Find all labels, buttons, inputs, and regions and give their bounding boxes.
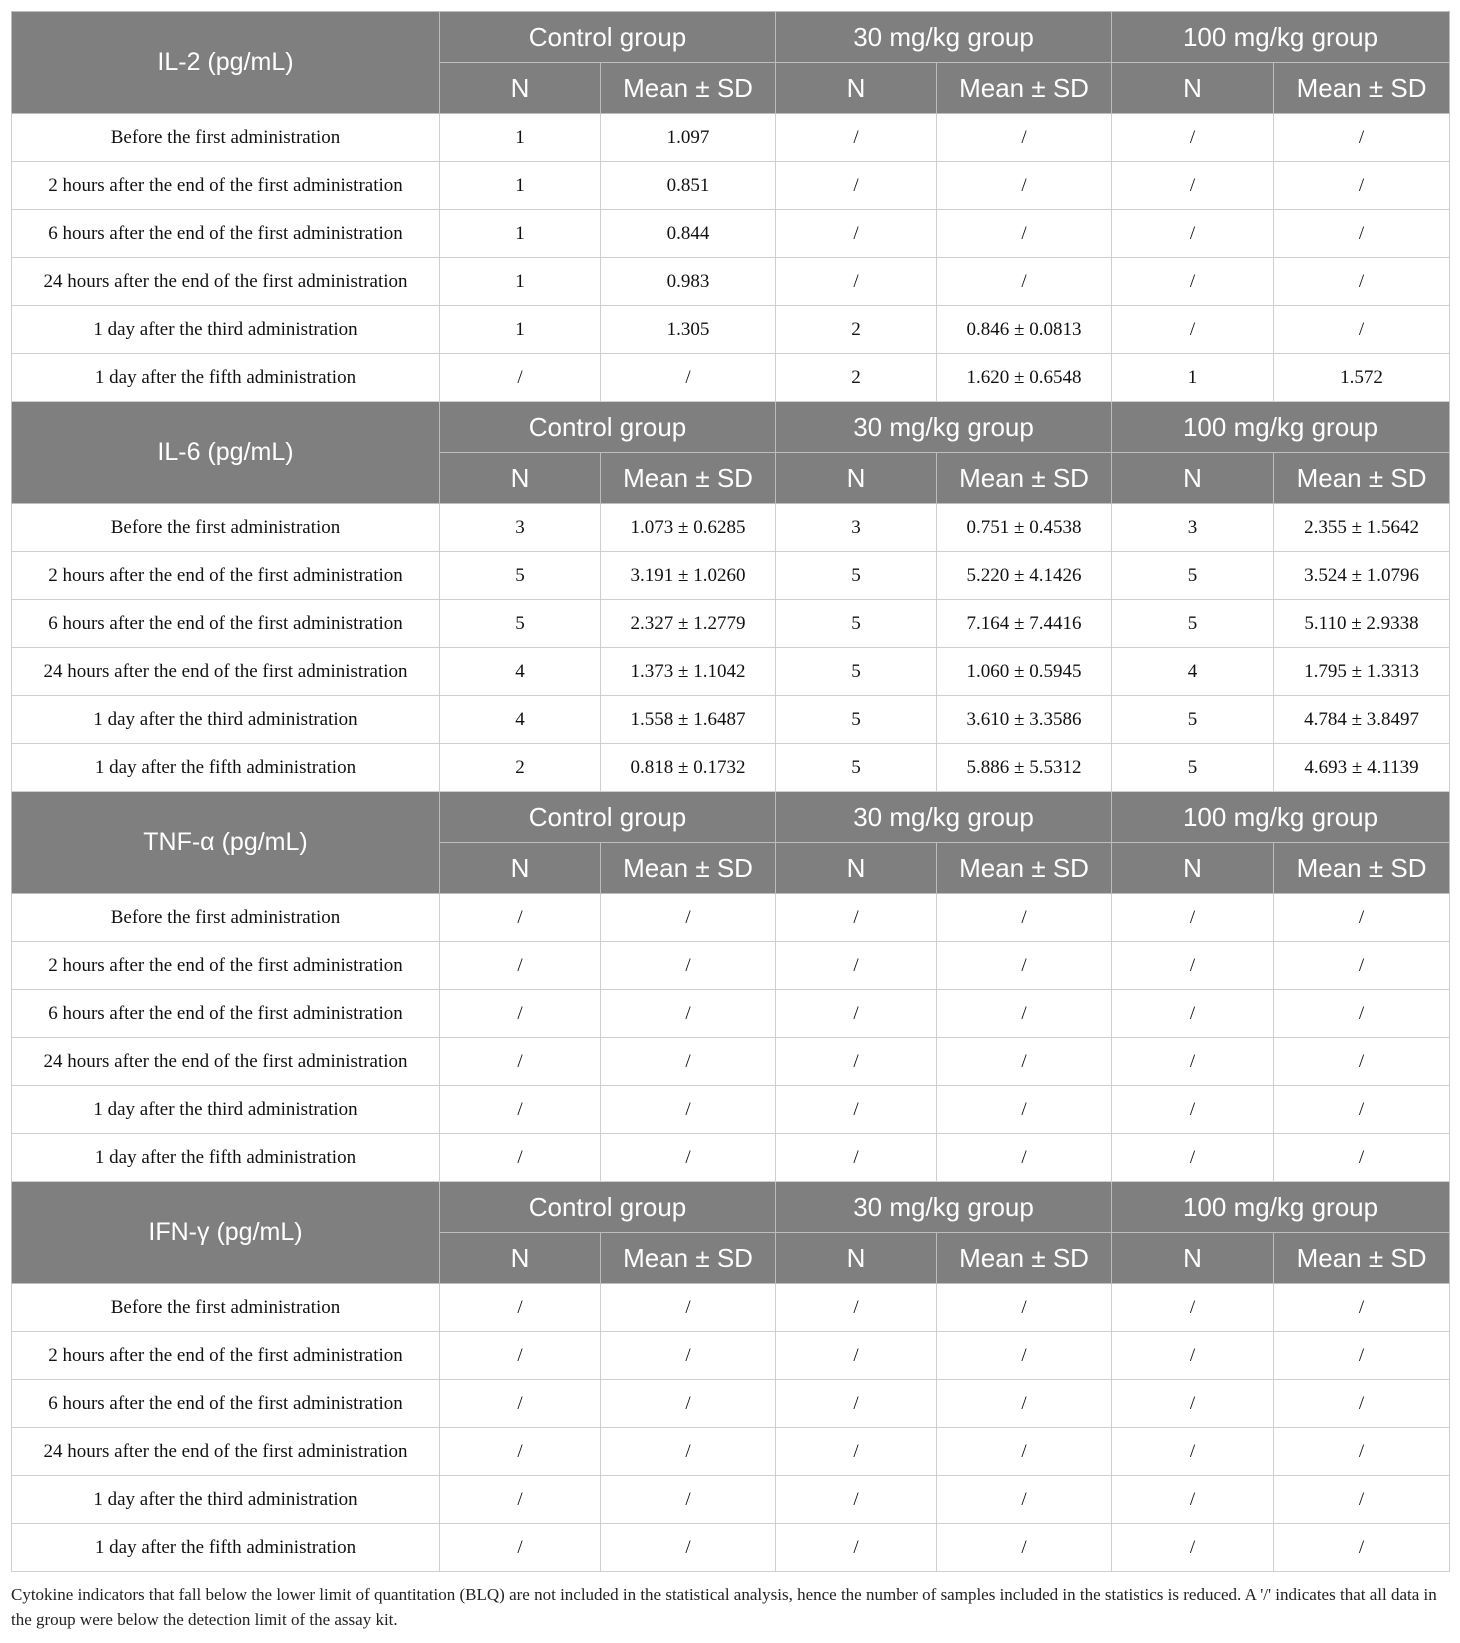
table-row [12, 648, 1450, 696]
mean-sd-cell: 1.305 [601, 306, 776, 354]
n-cell: / [1112, 162, 1274, 210]
table-row [12, 504, 1450, 552]
mean-sd-cell: / [937, 210, 1112, 258]
mean-sd-header: Mean ± SD [937, 453, 1112, 504]
mean-sd-cell: / [1274, 1476, 1450, 1524]
timepoint-label: Before the first administration [12, 504, 440, 552]
mean-sd-cell: 3.610 ± 3.3586 [937, 696, 1112, 744]
mean-sd-cell: 5.886 ± 5.5312 [937, 744, 1112, 792]
table-row [12, 990, 1450, 1038]
n-cell: 1 [440, 162, 601, 210]
n-cell: / [440, 1134, 601, 1182]
n-cell: / [1112, 1284, 1274, 1332]
n-header: N [440, 843, 601, 894]
mean-sd-cell: 1.097 [601, 114, 776, 162]
n-cell: / [776, 1524, 937, 1572]
n-cell: / [1112, 894, 1274, 942]
mean-sd-cell: 3.191 ± 1.0260 [601, 552, 776, 600]
n-cell: / [776, 162, 937, 210]
timepoint-label: 1 day after the third administration [12, 696, 440, 744]
mean-sd-cell: / [937, 1476, 1112, 1524]
n-cell: / [440, 894, 601, 942]
mean-sd-cell: / [1274, 1332, 1450, 1380]
mean-sd-cell: / [601, 1476, 776, 1524]
mean-sd-cell: / [937, 1332, 1112, 1380]
mean-sd-cell: / [601, 1086, 776, 1134]
timepoint-label: 24 hours after the end of the first administration [12, 648, 440, 696]
n-cell: / [1112, 114, 1274, 162]
mean-sd-cell: / [937, 1038, 1112, 1086]
n-cell: / [776, 942, 937, 990]
n-cell: 5 [776, 648, 937, 696]
mean-sd-cell: 4.693 ± 4.1139 [1274, 744, 1450, 792]
table-row [12, 1332, 1450, 1380]
table-row [12, 210, 1450, 258]
table-footnote: Cytokine indicators that fall below the lower limit of quantitation (BLQ) are not included in the statistical analysis, hence the number of samples included in the statistics is reduced. A '/' indicates that all data in the group were below the detection limit of the assay kit. [11, 1585, 1437, 1629]
n-cell: / [1112, 1428, 1274, 1476]
mean-sd-cell: 0.751 ± 0.4538 [937, 504, 1112, 552]
mean-sd-cell: / [601, 1428, 776, 1476]
n-cell: / [440, 354, 601, 402]
timepoint-label: 1 day after the third administration [12, 1086, 440, 1134]
section-header-row [12, 792, 1450, 843]
mean-sd-cell: 7.164 ± 7.4416 [937, 600, 1112, 648]
metric-title: IFN-γ (pg/mL) [12, 1182, 440, 1284]
mean-sd-cell: 1.795 ± 1.3313 [1274, 648, 1450, 696]
n-header: N [440, 63, 601, 114]
mean-sd-cell: 1.073 ± 0.6285 [601, 504, 776, 552]
mean-sd-cell: / [937, 258, 1112, 306]
group-header: 100 mg/kg group [1112, 12, 1450, 63]
mean-sd-cell: / [601, 894, 776, 942]
group-header: 30 mg/kg group [776, 402, 1112, 453]
n-cell: / [440, 1380, 601, 1428]
timepoint-label: Before the first administration [12, 1284, 440, 1332]
timepoint-label: 2 hours after the end of the first administration [12, 552, 440, 600]
n-cell: / [776, 894, 937, 942]
metric-title: TNF-α (pg/mL) [12, 792, 440, 894]
section-header-row [12, 12, 1450, 63]
n-cell: 1 [440, 210, 601, 258]
n-cell: / [440, 1332, 601, 1380]
n-cell: 3 [776, 504, 937, 552]
n-cell: 1 [440, 114, 601, 162]
section-header-row [12, 1182, 1450, 1233]
n-cell: 5 [1112, 552, 1274, 600]
mean-sd-cell: / [601, 990, 776, 1038]
n-cell: 5 [440, 552, 601, 600]
mean-sd-cell: 3.524 ± 1.0796 [1274, 552, 1450, 600]
mean-sd-cell: / [1274, 1038, 1450, 1086]
mean-sd-cell: / [1274, 1284, 1450, 1332]
n-cell: / [776, 1476, 937, 1524]
n-cell: 2 [440, 744, 601, 792]
n-cell: / [1112, 1380, 1274, 1428]
timepoint-label: 6 hours after the end of the first administration [12, 600, 440, 648]
mean-sd-cell: / [937, 1428, 1112, 1476]
n-cell: 1 [440, 258, 601, 306]
n-cell: / [1112, 1038, 1274, 1086]
cytokine-table [11, 11, 1450, 1572]
n-cell: 5 [1112, 600, 1274, 648]
table-row [12, 552, 1450, 600]
n-cell: / [440, 990, 601, 1038]
table-row [12, 114, 1450, 162]
n-cell: / [1112, 1476, 1274, 1524]
n-cell: 2 [776, 354, 937, 402]
n-cell: / [440, 1524, 601, 1572]
timepoint-label: 2 hours after the end of the first administration [12, 942, 440, 990]
n-cell: 5 [776, 600, 937, 648]
n-cell: / [1112, 1524, 1274, 1572]
mean-sd-cell: / [1274, 210, 1450, 258]
timepoint-label: 24 hours after the end of the first administration [12, 258, 440, 306]
mean-sd-cell: / [1274, 990, 1450, 1038]
timepoint-label: 6 hours after the end of the first administration [12, 210, 440, 258]
timepoint-label: 24 hours after the end of the first administration [12, 1038, 440, 1086]
mean-sd-cell: / [1274, 1428, 1450, 1476]
mean-sd-cell: / [1274, 942, 1450, 990]
n-cell: / [1112, 1332, 1274, 1380]
n-cell: / [776, 1428, 937, 1476]
mean-sd-cell: 0.844 [601, 210, 776, 258]
mean-sd-cell: 0.846 ± 0.0813 [937, 306, 1112, 354]
n-cell: / [1112, 990, 1274, 1038]
section-header-row [12, 402, 1450, 453]
n-cell: 5 [440, 600, 601, 648]
n-cell: 3 [1112, 504, 1274, 552]
mean-sd-cell: 0.851 [601, 162, 776, 210]
n-cell: / [776, 1086, 937, 1134]
n-cell: / [1112, 306, 1274, 354]
mean-sd-cell: 0.818 ± 0.1732 [601, 744, 776, 792]
timepoint-label: Before the first administration [12, 114, 440, 162]
mean-sd-cell: / [1274, 114, 1450, 162]
timepoint-label: 24 hours after the end of the first administration [12, 1428, 440, 1476]
n-header: N [776, 1233, 937, 1284]
mean-sd-header: Mean ± SD [937, 1233, 1112, 1284]
group-header: Control group [440, 792, 776, 843]
mean-sd-header: Mean ± SD [601, 63, 776, 114]
n-cell: / [440, 1476, 601, 1524]
n-cell: 4 [440, 648, 601, 696]
timepoint-label: 1 day after the third administration [12, 306, 440, 354]
mean-sd-cell: / [1274, 162, 1450, 210]
mean-sd-cell: / [601, 1134, 776, 1182]
timepoint-label: 1 day after the fifth administration [12, 354, 440, 402]
n-cell: / [1112, 210, 1274, 258]
mean-sd-cell: 1.572 [1274, 354, 1450, 402]
group-header: 100 mg/kg group [1112, 1182, 1450, 1233]
table-body [12, 12, 1450, 1572]
mean-sd-header: Mean ± SD [601, 453, 776, 504]
n-cell: 3 [440, 504, 601, 552]
mean-sd-cell: / [937, 1380, 1112, 1428]
mean-sd-cell: / [937, 1134, 1112, 1182]
n-cell: / [440, 1284, 601, 1332]
group-header: 30 mg/kg group [776, 1182, 1112, 1233]
mean-sd-cell: / [937, 1524, 1112, 1572]
mean-sd-cell: 4.784 ± 3.8497 [1274, 696, 1450, 744]
n-header: N [776, 453, 937, 504]
mean-sd-cell: / [1274, 306, 1450, 354]
mean-sd-cell: / [601, 942, 776, 990]
mean-sd-cell: 2.327 ± 1.2779 [601, 600, 776, 648]
mean-sd-header: Mean ± SD [1274, 453, 1450, 504]
mean-sd-cell: / [937, 114, 1112, 162]
n-cell: / [776, 1038, 937, 1086]
mean-sd-cell: 5.110 ± 2.9338 [1274, 600, 1450, 648]
mean-sd-cell: / [1274, 258, 1450, 306]
n-cell: 5 [1112, 696, 1274, 744]
n-cell: 5 [776, 552, 937, 600]
table-row [12, 1134, 1450, 1182]
n-header: N [776, 843, 937, 894]
n-header: N [1112, 843, 1274, 894]
group-header: Control group [440, 402, 776, 453]
n-cell: / [776, 258, 937, 306]
mean-sd-cell: / [1274, 1086, 1450, 1134]
mean-sd-cell: / [937, 1086, 1112, 1134]
mean-sd-cell: 1.558 ± 1.6487 [601, 696, 776, 744]
n-cell: 4 [440, 696, 601, 744]
n-cell: / [440, 1038, 601, 1086]
table-row [12, 600, 1450, 648]
group-header: 30 mg/kg group [776, 12, 1112, 63]
n-cell: / [776, 114, 937, 162]
n-cell: / [440, 1086, 601, 1134]
mean-sd-cell: 1.620 ± 0.6548 [937, 354, 1112, 402]
table-row [12, 1476, 1450, 1524]
mean-sd-cell: / [1274, 1524, 1450, 1572]
metric-title: IL-2 (pg/mL) [12, 12, 440, 114]
mean-sd-cell: / [601, 1524, 776, 1572]
timepoint-label: Before the first administration [12, 894, 440, 942]
group-header: 30 mg/kg group [776, 792, 1112, 843]
n-header: N [440, 453, 601, 504]
n-cell: / [440, 942, 601, 990]
table-row [12, 696, 1450, 744]
mean-sd-header: Mean ± SD [601, 843, 776, 894]
n-header: N [1112, 453, 1274, 504]
mean-sd-cell: / [1274, 894, 1450, 942]
table-row [12, 1524, 1450, 1572]
table-row [12, 1038, 1450, 1086]
mean-sd-cell: / [937, 942, 1112, 990]
table-row [12, 162, 1450, 210]
timepoint-label: 6 hours after the end of the first administration [12, 990, 440, 1038]
table-row [12, 894, 1450, 942]
group-header: Control group [440, 1182, 776, 1233]
table-row [12, 1380, 1450, 1428]
table-row [12, 744, 1450, 792]
table-row [12, 942, 1450, 990]
mean-sd-cell: / [601, 1284, 776, 1332]
table-row [12, 1428, 1450, 1476]
n-cell: 1 [440, 306, 601, 354]
timepoint-label: 1 day after the third administration [12, 1476, 440, 1524]
n-cell: / [1112, 258, 1274, 306]
n-header: N [1112, 1233, 1274, 1284]
mean-sd-cell: 0.983 [601, 258, 776, 306]
mean-sd-cell: / [601, 1332, 776, 1380]
mean-sd-cell: 5.220 ± 4.1426 [937, 552, 1112, 600]
mean-sd-header: Mean ± SD [937, 63, 1112, 114]
n-cell: 2 [776, 306, 937, 354]
n-header: N [776, 63, 937, 114]
mean-sd-cell: / [601, 354, 776, 402]
mean-sd-cell: / [937, 1284, 1112, 1332]
n-cell: 5 [1112, 744, 1274, 792]
n-cell: / [1112, 1134, 1274, 1182]
n-cell: 5 [776, 744, 937, 792]
mean-sd-cell: / [937, 990, 1112, 1038]
mean-sd-header: Mean ± SD [937, 843, 1112, 894]
mean-sd-cell: 1.373 ± 1.1042 [601, 648, 776, 696]
metric-title: IL-6 (pg/mL) [12, 402, 440, 504]
n-cell: / [440, 1428, 601, 1476]
mean-sd-header: Mean ± SD [1274, 1233, 1450, 1284]
n-cell: / [776, 1332, 937, 1380]
table-row [12, 1086, 1450, 1134]
mean-sd-header: Mean ± SD [1274, 843, 1450, 894]
mean-sd-cell: / [1274, 1134, 1450, 1182]
mean-sd-cell: / [1274, 1380, 1450, 1428]
n-cell: / [776, 1134, 937, 1182]
n-cell: / [776, 1284, 937, 1332]
table-row [12, 354, 1450, 402]
mean-sd-cell: 2.355 ± 1.5642 [1274, 504, 1450, 552]
n-cell: 4 [1112, 648, 1274, 696]
n-header: N [1112, 63, 1274, 114]
timepoint-label: 1 day after the fifth administration [12, 1524, 440, 1572]
timepoint-label: 2 hours after the end of the first administration [12, 1332, 440, 1380]
timepoint-label: 1 day after the fifth administration [12, 744, 440, 792]
timepoint-label: 6 hours after the end of the first administration [12, 1380, 440, 1428]
n-cell: 1 [1112, 354, 1274, 402]
mean-sd-cell: / [937, 894, 1112, 942]
timepoint-label: 2 hours after the end of the first administration [12, 162, 440, 210]
n-cell: / [776, 210, 937, 258]
n-cell: / [776, 990, 937, 1038]
group-header: Control group [440, 12, 776, 63]
n-cell: / [1112, 942, 1274, 990]
cytokine-table-container [11, 11, 1449, 1632]
timepoint-label: 1 day after the fifth administration [12, 1134, 440, 1182]
mean-sd-cell: 1.060 ± 0.5945 [937, 648, 1112, 696]
mean-sd-header: Mean ± SD [1274, 63, 1450, 114]
n-cell: / [776, 1380, 937, 1428]
table-row [12, 306, 1450, 354]
group-header: 100 mg/kg group [1112, 402, 1450, 453]
mean-sd-cell: / [601, 1038, 776, 1086]
n-cell: 5 [776, 696, 937, 744]
table-row [12, 1284, 1450, 1332]
group-header: 100 mg/kg group [1112, 792, 1450, 843]
mean-sd-cell: / [601, 1380, 776, 1428]
n-header: N [440, 1233, 601, 1284]
n-cell: / [1112, 1086, 1274, 1134]
mean-sd-cell: / [937, 162, 1112, 210]
table-row [12, 258, 1450, 306]
mean-sd-header: Mean ± SD [601, 1233, 776, 1284]
